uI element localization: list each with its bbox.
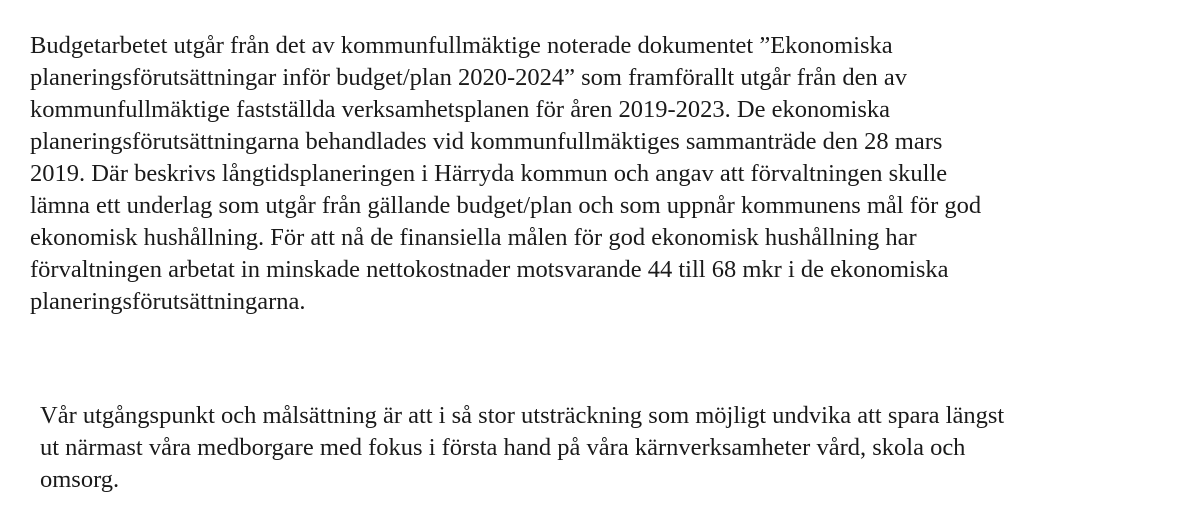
paragraph-budget-basis: [30, 30, 1190, 318]
paragraph-line: förvaltningen arbetat in minskade nettokostnader motsvarande 44 till 68 mkr i de ekonomiska: [30, 256, 949, 283]
paragraph-priorities: [40, 400, 1190, 496]
paragraph-line: omsorg.: [40, 466, 120, 493]
paragraph-line: 2019. Där beskrivs långtidsplaneringen i Härryda kommun och angav att förvaltningen skulle: [30, 160, 948, 187]
paragraph-line: ut närmast våra medborgare med fokus i första hand på våra kärnverksamheter vård, skola och: [40, 434, 966, 461]
paragraph-line: lämna ett underlag som utgår från gällande budget/plan och som uppnår kommunens mål för god: [30, 192, 982, 219]
paragraph-line: Budgetarbetet utgår från det av kommunfullmäktige noterade dokumentet ”Ekonomiska: [30, 32, 893, 59]
paragraph-line: planeringsförutsättningarna behandlades vid kommunfullmäktiges sammanträde den 28 mars: [30, 128, 943, 155]
paragraph-line: planeringsförutsättningar inför budget/plan 2020-2024” som framförallt utgår från den av: [30, 64, 907, 91]
paragraph-line: ekonomisk hushållning. För att nå de finansiella målen för god ekonomisk hushållning har: [30, 224, 917, 251]
paragraph-line: planeringsförutsättningarna.: [30, 288, 306, 315]
paragraph-line: Vår utgångspunkt och målsättning är att i så stor utsträckning som möjligt undvika att spara längst: [40, 402, 1005, 429]
paragraph-line: kommunfullmäktige fastställda verksamhetsplanen för åren 2019-2023. De ekonomiska: [30, 96, 891, 123]
